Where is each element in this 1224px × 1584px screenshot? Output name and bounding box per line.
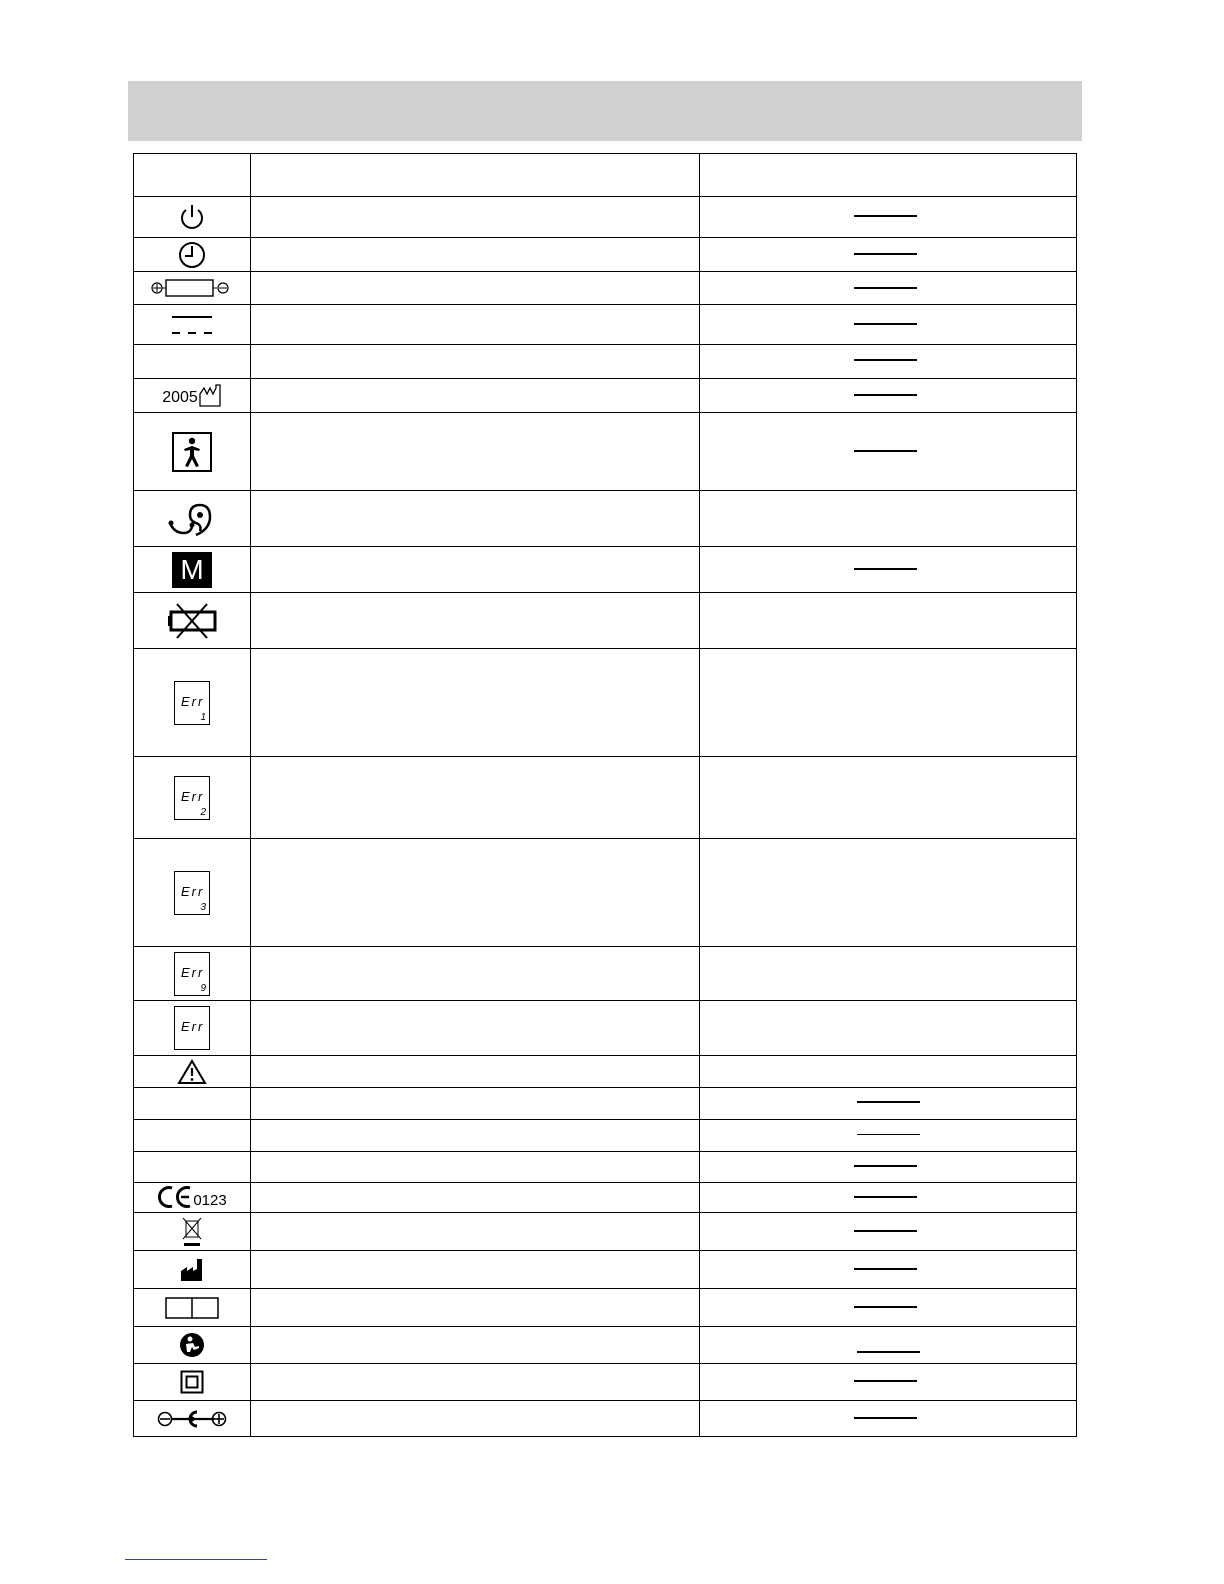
- warning-triangle-icon: [177, 1059, 207, 1085]
- value-cell: [700, 547, 1077, 593]
- table-row: [134, 1120, 1077, 1152]
- dash-line: [857, 1134, 920, 1135]
- error-3-icon: Err 3: [174, 871, 210, 915]
- table-row: [134, 197, 1077, 238]
- description-cell: [251, 1056, 700, 1088]
- value-cell: [700, 1152, 1077, 1183]
- table-row: [134, 649, 1077, 757]
- weee-bin-icon: [180, 1216, 204, 1248]
- description-cell: [251, 757, 700, 839]
- description-cell: [251, 272, 700, 305]
- value-cell: [700, 197, 1077, 238]
- description-cell: [251, 1183, 700, 1213]
- table-row: [134, 757, 1077, 839]
- dash-line: [854, 1306, 917, 1308]
- description-cell: [251, 379, 700, 413]
- description-cell: [251, 839, 700, 947]
- value-cell: [700, 238, 1077, 272]
- value-cell: [700, 1001, 1077, 1056]
- dash-line: [857, 1101, 920, 1103]
- value-cell: [700, 305, 1077, 345]
- symbol-cell: [134, 1120, 251, 1152]
- table-row: [134, 413, 1077, 491]
- value-cell: [700, 1401, 1077, 1437]
- description-cell: [251, 1401, 700, 1437]
- description-cell: [251, 1001, 700, 1056]
- clock-icon: [177, 240, 207, 270]
- description-cell: [251, 197, 700, 238]
- value-cell: [700, 1327, 1077, 1364]
- value-cell: [700, 649, 1077, 757]
- description-cell: [251, 1152, 700, 1183]
- table-row: [134, 547, 1077, 593]
- table-row: [134, 1401, 1077, 1437]
- description-cell: [251, 649, 700, 757]
- table-row: [134, 1001, 1077, 1056]
- class-ii-icon: [180, 1370, 204, 1394]
- battery-polarity-icon: [150, 277, 234, 299]
- dash-line: [854, 450, 917, 452]
- dash-line: [854, 253, 917, 255]
- value-cell: [700, 947, 1077, 1001]
- description-cell: [251, 491, 700, 547]
- description-cell: [251, 547, 700, 593]
- table-row: [134, 1056, 1077, 1088]
- split-box-icon: [165, 1297, 219, 1319]
- table-row: [134, 1251, 1077, 1289]
- description-cell: [251, 593, 700, 649]
- symbol-cell: [134, 1152, 251, 1183]
- table-header-row: [134, 154, 1077, 197]
- description-cell: [251, 1213, 700, 1251]
- table-row: [134, 1088, 1077, 1120]
- dash-line: [854, 1417, 917, 1419]
- header-cell-symbol: [134, 154, 251, 197]
- error-9-icon: Err 9: [174, 952, 210, 996]
- dash-line: [857, 1351, 920, 1353]
- dash-line: [854, 1268, 917, 1270]
- header-cell-value: [700, 154, 1077, 197]
- value-cell: [700, 757, 1077, 839]
- dash-line: [854, 1165, 917, 1167]
- value-cell: [700, 1213, 1077, 1251]
- type-bf-applied-part-icon: [171, 431, 213, 473]
- header-cell-description: [251, 154, 700, 197]
- value-cell: [700, 413, 1077, 491]
- error-1-icon: Err 1: [174, 681, 210, 725]
- symbols-table: [133, 153, 1077, 1437]
- dash-line: [854, 323, 917, 325]
- dash-line: [854, 394, 917, 396]
- table-row: [134, 379, 1077, 413]
- description-cell: [251, 413, 700, 491]
- dash-line: [854, 568, 917, 570]
- value-cell: [700, 272, 1077, 305]
- table-row: [134, 947, 1077, 1001]
- table-row: [134, 345, 1077, 379]
- value-cell: [700, 491, 1077, 547]
- footer-rule: [125, 1559, 267, 1560]
- direct-current-icon: [170, 311, 214, 339]
- value-cell: [700, 1056, 1077, 1088]
- table-row: [134, 1152, 1077, 1183]
- value-cell: [700, 1289, 1077, 1327]
- description-cell: [251, 305, 700, 345]
- value-cell: [700, 1251, 1077, 1289]
- value-cell: [700, 593, 1077, 649]
- table-row: [134, 1364, 1077, 1401]
- dash-line: [854, 1380, 917, 1382]
- dash-line: [854, 215, 917, 217]
- ce-mark-icon: 0123: [157, 1185, 226, 1210]
- value-cell: [700, 1364, 1077, 1401]
- polarity-connector-icon: [157, 1408, 227, 1430]
- power-standby-icon: [177, 202, 207, 232]
- description-cell: [251, 1120, 700, 1152]
- value-cell: [700, 1088, 1077, 1120]
- dash-line: [854, 359, 917, 361]
- value-cell: [700, 1183, 1077, 1213]
- description-cell: [251, 345, 700, 379]
- table-row: [134, 491, 1077, 547]
- memory-m-icon: M: [172, 552, 212, 588]
- description-cell: [251, 947, 700, 1001]
- header-band: [128, 81, 1082, 141]
- table-row: [134, 272, 1077, 305]
- dash-line: [854, 1196, 917, 1198]
- table-row: [134, 305, 1077, 345]
- description-cell: [251, 1327, 700, 1364]
- table-row: [134, 1327, 1077, 1364]
- description-cell: [251, 1364, 700, 1401]
- table-row: [134, 839, 1077, 947]
- table-row: [134, 238, 1077, 272]
- value-cell: [700, 379, 1077, 413]
- value-cell: [700, 345, 1077, 379]
- description-cell: [251, 1289, 700, 1327]
- manufacture-date-icon: 2005: [162, 384, 222, 408]
- error-2-icon: Err 2: [174, 776, 210, 820]
- error-icon: Err: [174, 1006, 210, 1050]
- dash-line: [854, 287, 917, 289]
- dash-line: [854, 1230, 917, 1232]
- manufacturer-icon: [179, 1257, 205, 1283]
- symbol-cell: [134, 345, 251, 379]
- table-row: [134, 1213, 1077, 1251]
- value-cell: [700, 1120, 1077, 1152]
- value-cell: [700, 839, 1077, 947]
- low-battery-icon: [165, 601, 219, 641]
- description-cell: [251, 1251, 700, 1289]
- stethoscope-icon: [166, 499, 218, 539]
- description-cell: [251, 238, 700, 272]
- table-row: [134, 1183, 1077, 1213]
- follow-instructions-icon: [179, 1332, 205, 1358]
- description-cell: [251, 1088, 700, 1120]
- symbol-cell: [134, 1088, 251, 1120]
- table-row: [134, 1289, 1077, 1327]
- table-row: [134, 593, 1077, 649]
